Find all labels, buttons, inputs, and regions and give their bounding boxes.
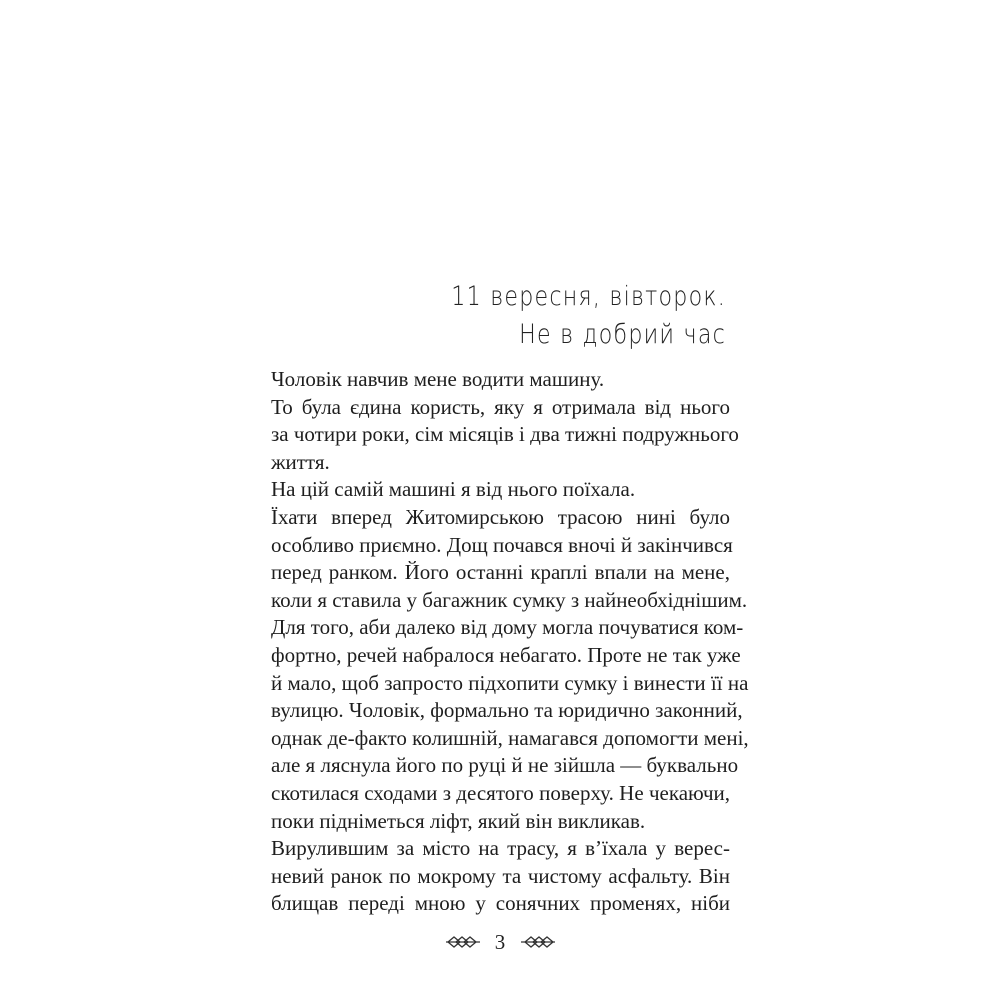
text-line: То була єдина користь, яку я отримала від нього [271, 394, 730, 419]
text-line: вулицю. Чоловік, формально та юридично законний, [271, 698, 743, 723]
text-line: Вирулившим за місто на трасу, я в’їхала у верес- [271, 836, 730, 861]
text-line: перед ранком. Його останні краплі впали на мене, [271, 560, 730, 585]
paragraph [271, 476, 730, 504]
body-text [271, 366, 749, 918]
text-line: невий ранок по мокрому та чистому асфальту. Він [271, 863, 730, 888]
chapter-heading [451, 278, 726, 354]
text-line: але я ляснула його по руці й не зійшла — буквально [271, 753, 739, 778]
text-line: фортно, речей набралося небагато. Проте не так уже [271, 642, 741, 667]
paragraph [271, 394, 739, 477]
text-line: поки підніметься ліфт, який він викликав. [271, 808, 646, 833]
text-line: особливо приємно. Дощ почався вночі й закінчився [271, 532, 733, 557]
text-line: коли я ставила у багажник сумку з найнеобхіднішим. [271, 587, 748, 612]
page-number: 3 [494, 929, 506, 954]
text-line: Для того, аби далеко від дому могла почуватися ком- [271, 615, 744, 640]
text-line: й мало, щоб запросто підхопити сумку і винести її на [271, 670, 749, 695]
page-footer [0, 928, 1000, 955]
text-line: блищав переді мною у сонячних променях, ніби [271, 891, 730, 916]
text-line: Чоловік навчив мене водити машину. [271, 367, 605, 391]
knot-ornament-icon [521, 935, 555, 949]
text-line: скотилася сходами з десятого поверху. Не чекаючи, [271, 780, 730, 805]
paragraph [271, 504, 749, 835]
paragraph [271, 835, 730, 918]
text-line: Їхати вперед Житомирською трасою нині було [271, 504, 730, 529]
paragraph [271, 366, 730, 394]
text-line: На цій самій машині я від нього поїхала. [271, 477, 636, 502]
chapter-heading-title: Не в добрий час [519, 319, 726, 350]
text-line: однак де-факто колишній, намагався допомогти мені, [271, 725, 749, 750]
chapter-heading-date: 11 вересня, вівторок. [451, 281, 726, 312]
text-line: життя. [271, 449, 330, 474]
text-line: за чотири роки, сім місяців і два тижні подружнього [271, 422, 739, 447]
knot-ornament-icon [446, 935, 480, 949]
